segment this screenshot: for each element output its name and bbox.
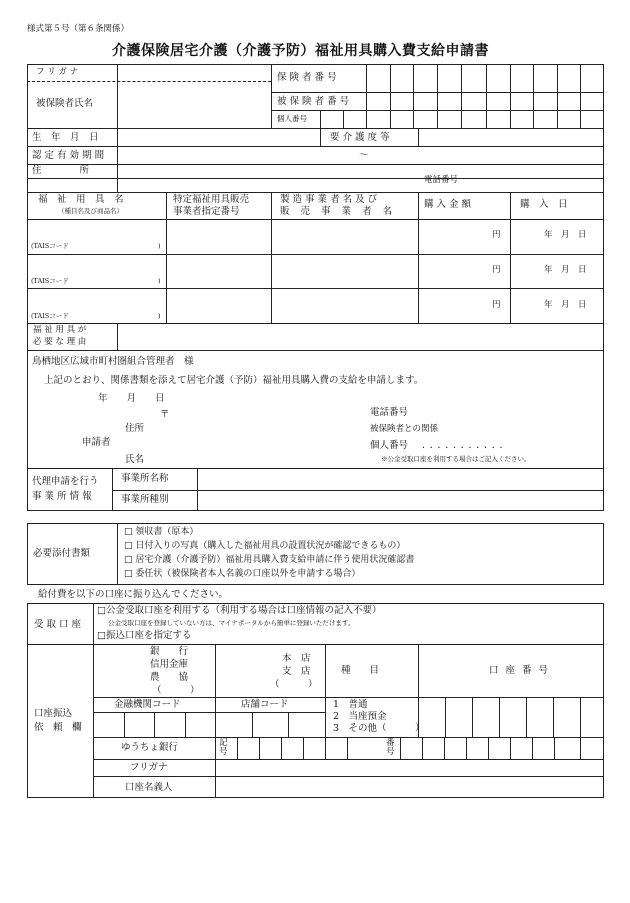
account-kind-ordinary[interactable]: 1 普通 (333, 699, 368, 710)
yen-mark: 円 (492, 265, 501, 275)
applicant-name-label: 氏名 (125, 454, 145, 465)
holder-furigana-label: フリガナ (130, 762, 168, 773)
symbol-label: 記号 (219, 738, 228, 757)
branch-main: 本 店 (282, 653, 311, 664)
public-account-option[interactable]: □公金受取口座を利用する（利用する場合は口座情報の記入不要） (97, 605, 382, 616)
transfer-label-2: 依 頼 欄 (34, 722, 82, 733)
relation-label: 被保険者との関係 (370, 424, 439, 434)
applicant-label: 申請者 (82, 437, 111, 448)
attachment-photo[interactable]: □ 日付入りの写真（購入した福祉用具の設置状況が確認できるもの） (124, 541, 406, 551)
col-equipment-name: 福 祉 用 具 名 (38, 194, 124, 205)
personal-number-dots: ．．．．．．．．．．． (422, 440, 513, 451)
yen-mark: 円 (492, 300, 501, 310)
yen-mark: 円 (492, 230, 501, 240)
personal-number-label: 個人番号 (277, 114, 307, 123)
branch-paren: （ ） (270, 679, 318, 690)
col-seller-id-2: 事業者指定番号 (173, 206, 240, 217)
bank-code-label: 金融機関コード (114, 699, 181, 710)
public-account-note: 公金受取口座を登録していない方は、マイナポータルから簡単に登録いただけます。 (108, 619, 355, 627)
tais-close: ) (158, 277, 161, 285)
col-maker: 製 造 事 業 者 名 及 び (280, 194, 378, 205)
branch-sub: 支 店 (282, 666, 311, 677)
application-date: 年 月 日 (98, 393, 165, 404)
personal-number-note: ※公金受取口座を利用する場合はご記入ください。 (381, 455, 531, 463)
office-type-label: 事業所種別 (121, 494, 169, 505)
bank-intro: 給付費を以下の口座に振り込んでください。 (38, 589, 229, 600)
bank-type-credit: 信用金庫 (150, 659, 189, 670)
attachment-power-of-attorney[interactable]: □ 委任状（被保険者本人名義の口座以外を申請する場合） (124, 569, 361, 579)
postal-mark: 〒 (160, 409, 170, 420)
account-holder-label: 口座名義人 (125, 782, 173, 793)
form-number: 様式第５号（第６条関係） (27, 24, 130, 34)
application-section (27, 351, 604, 469)
col-equipment-sub: （種目名及び商品名） (58, 207, 123, 215)
number-label: 番号 (386, 738, 395, 757)
cert-period-tilde: ～ (359, 150, 369, 161)
account-kind-other[interactable]: 3 その他（ ） (333, 723, 425, 734)
col-maker-2: 販 売 事 業 者 名 (280, 206, 397, 217)
receive-account-label: 受 取 口 座 (34, 619, 82, 630)
birthdate-label: 生 年 月 日 (32, 132, 99, 143)
applicant-phone-label: 電話番号 (370, 407, 409, 418)
furigana-label: フ リ ガ ナ (36, 67, 79, 77)
bank-type-bank: 銀 行 (150, 646, 189, 657)
tais-close: ) (158, 242, 161, 250)
address-label: 住 所 (32, 165, 90, 176)
bank-type-coop: 農 協 (150, 672, 189, 683)
attachment-receipt[interactable]: □ 領収書（原本） (124, 527, 199, 537)
application-statement: 上記のとおり、関係書類を添えて居宅介護（予防）福祉用具購入費の支給を申請します。 (44, 375, 424, 386)
tais-label: (TAISコード (31, 242, 69, 250)
agent-label-2: 事 業 所 情 報 (32, 491, 92, 502)
account-number-label: 口 座 番 号 (489, 665, 551, 676)
office-name-label: 事業所名称 (121, 473, 169, 484)
col-amount: 購 入 金 額 (424, 199, 472, 210)
tais-label: (TAISコード (31, 277, 69, 285)
branch-code-label: 店舗コード (241, 699, 289, 710)
transfer-label: 口座振込 (34, 708, 73, 719)
bank-type-paren: （ ） (152, 685, 200, 696)
tais-label: (TAISコード (31, 312, 69, 320)
applicant-personal-number-label: 個人番号 (370, 440, 409, 451)
yucho-label: ゆうちょ銀行 (121, 742, 179, 753)
account-type-label: 種 目 (341, 665, 380, 676)
cert-period-label: 認 定 有 効 期 間 (32, 150, 105, 161)
reason-label: 福 祉 用 具 が (33, 325, 87, 335)
insured-number-label: 被 保 険 者 番 号 (277, 96, 350, 107)
account-kind-current[interactable]: 2 当座預金 (333, 711, 387, 722)
phone-label: 電話番号 (424, 175, 459, 185)
applicant-address-label: 住所 (125, 423, 145, 434)
addressee: 鳥栖地区広域市町村圏組合管理者 様 (32, 356, 194, 367)
purchase-date: 年 月 日 (544, 230, 587, 240)
tais-close: ) (158, 312, 161, 320)
transfer-account-option[interactable]: □振込口座を指定する (97, 630, 192, 641)
agent-label: 代理申請を行う (32, 476, 99, 487)
form-title: 介護保険居宅介護（介護予防）福祉用具購入費支給申請書 (112, 43, 489, 59)
col-purchase-date: 購 入 日 (520, 199, 568, 210)
attachment-usage-confirmation[interactable]: □ 居宅介護（介護予防）福祉用具購入費支給申請に伴う使用状況確認書 (124, 555, 415, 565)
purchase-date: 年 月 日 (544, 300, 587, 310)
col-seller-id: 特定福祉用具販売 (173, 194, 250, 205)
purchase-date: 年 月 日 (544, 265, 587, 275)
reason-label-2: 必 要 な 理 由 (33, 337, 87, 347)
care-level-label: 要 介 護 度 等 (330, 132, 390, 143)
insurer-number-label: 保 険 者 番 号 (277, 72, 337, 83)
insured-name-label: 被保険者氏名 (36, 98, 94, 109)
attachments-label: 必要添付書類 (33, 548, 91, 559)
